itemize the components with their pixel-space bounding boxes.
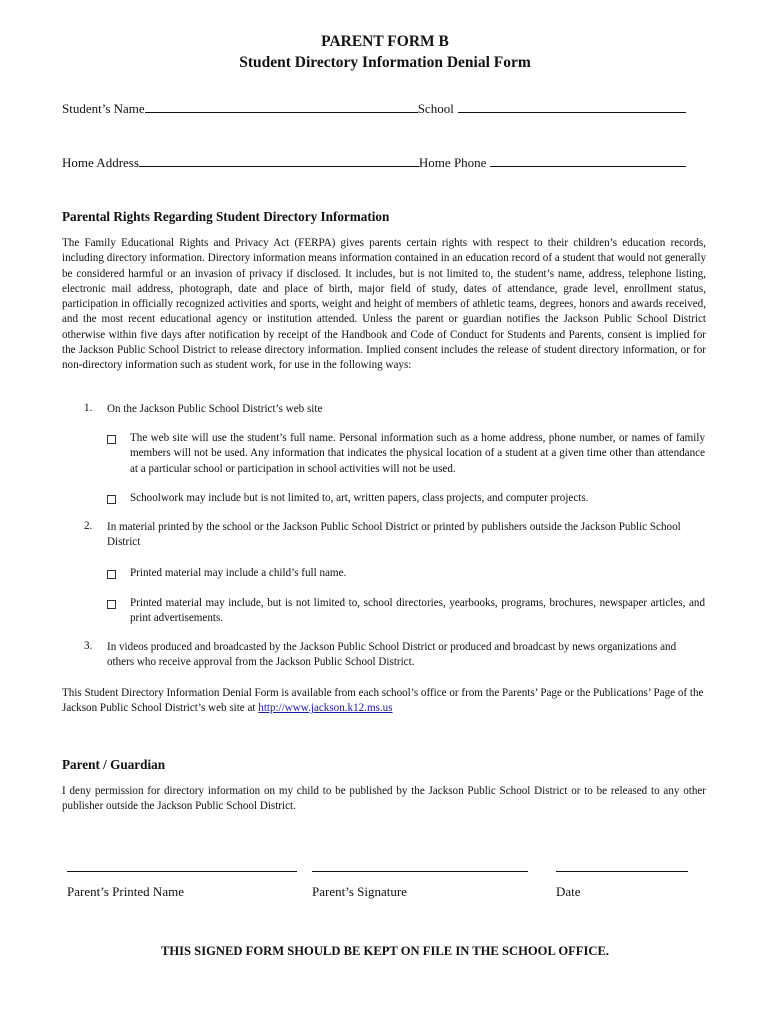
list-item-1-bullet-1: The web site will use the student’s full name. Personal information such as a home address, phone number, or names of family members will not be used. Any information that indicates the physical location of a student at a given time other than attendance at a particular school or participation in school activities will not be used. (130, 432, 705, 475)
home-address-field[interactable] (139, 154, 419, 167)
school-field[interactable] (458, 100, 686, 113)
date-line[interactable] (556, 871, 688, 872)
checkbox-icon (107, 600, 116, 609)
checkbox-icon (107, 435, 116, 444)
guardian-section (62, 757, 165, 773)
signature-line[interactable] (312, 871, 528, 872)
form-subtitle: Student Directory Information Denial Form (239, 54, 531, 71)
home-phone-field[interactable] (490, 154, 686, 167)
list-item-1-text: On the Jackson Public School District’s web site (107, 403, 323, 415)
student-name-label: Student’s Name (62, 101, 145, 116)
list-number-3: 3. (84, 640, 93, 652)
list-number-2: 2. (84, 520, 93, 532)
home-address-label: Home Address (62, 155, 139, 170)
list-item-1-bullet-2: Schoolwork may include but is not limited to, art, written papers, class projects, and computer projects. (130, 492, 589, 504)
printed-name-label: Parent’s Printed Name (67, 884, 184, 899)
availability-paragraph (62, 686, 706, 717)
district-website-link[interactable]: http://www.jackson.k12.ms.us (258, 702, 393, 715)
printed-name-line[interactable] (67, 871, 297, 872)
footer-notice: THIS SIGNED FORM SHOULD BE KEPT ON FILE IN THE SCHOOL OFFICE. (160, 944, 610, 958)
checkbox-icon (107, 495, 116, 504)
school-label: School (417, 101, 454, 116)
student-school-row (62, 100, 702, 117)
list-item-2-bullet-2: Printed material may include, but is not limited to, school directories, yearbooks, programs, brochures, newspaper articles, and print advertisements. (130, 597, 705, 625)
date-label: Date (556, 884, 581, 899)
checkbox-icon (107, 570, 116, 579)
guardian-statement: I deny permission for directory information on my child to be published by the Jackson Public School District or to be released to any other publisher outside the Jackson Public School District. (62, 785, 706, 813)
availability-text: This Student Directory Information Denial Form is available from each school’s office or from the Parents’ Page or the Publications’ Page of the Jackson Public School District’s web site at (62, 687, 704, 715)
student-name-field[interactable] (145, 100, 418, 113)
list-item-2-bullet-1: Printed material may include a child’s full name. (130, 567, 347, 579)
rights-heading: Parental Rights Regarding Student Directory Information (62, 209, 390, 224)
guardian-heading: Parent / Guardian (62, 757, 166, 772)
list-number-1: 1. (84, 402, 93, 414)
list-item-3-text: In videos produced and broadcasted by the Jackson Public School District or produced and broadcast by news organizations and others who receive approval from the Jackson Public School District. (107, 641, 677, 669)
signature-label: Parent’s Signature (312, 884, 407, 899)
rights-paragraph: The Family Educational Rights and Privacy Act (FERPA) gives parents certain rights with respect to their children’s education records, including directory information. Directory information means information contained in an education record of a student that would not generally be considered harmful or an invasion of privacy if disclosed. It includes, but is not limited to, the student’s name, address, telephone listing, electronic mail address, photograph, date and place of birth, major field of study, dates of attendance, grade level, enrollment status, participation in officially recognized activities and sports, weight and height of members of athletic teams, degrees, honors and awards received, and the most recent educational agency or institution attended. Unless the parent or guardian notifies the Jackson Public School District otherwise within five days after notification by receipt of the Handbook and Code of Conduct for Students and Parents, consent is implied for the Jackson Public School District to release directory information. Implied consent includes the release of student directory information, or for non-directory information such as student work, for use in the following ways: (62, 237, 706, 372)
form-title: PARENT FORM B (321, 33, 449, 50)
address-phone-row (62, 154, 702, 171)
rights-section (62, 209, 389, 225)
list-item-2-text: In material printed by the school or the Jackson Public School District or printed by publishers outside the Jackson Public School District (107, 521, 681, 549)
home-phone-label: Home Phone (418, 155, 487, 170)
